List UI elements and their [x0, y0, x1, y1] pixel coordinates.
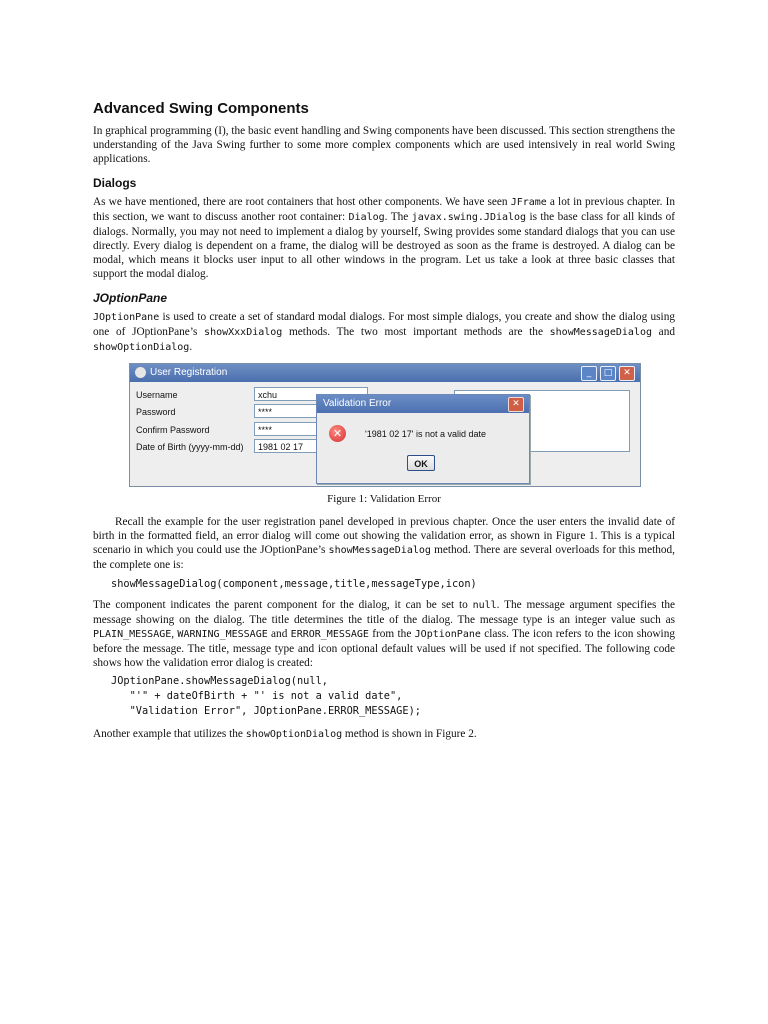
close-icon[interactable]: ✕: [619, 366, 635, 381]
dialogs-heading: Dialogs: [93, 176, 137, 190]
ok-button[interactable]: OK: [407, 455, 435, 471]
recall-paragraph: Recall the example for the user registration panel developed in previous chapter. Once the user enters the invalid date of birth in the formatted field, an error dialog will come out showing the validation error, as shown in Figure 1. This is a typical scenario in which you could use the JOptionPane’s showMessageDialog method. There are several overloads for this method, the complete one is:: [93, 516, 675, 571]
component-paragraph: The component indicates the parent component for the dialog, it can be set to null. The message argument specifies the message showing on the dialog. The title determines the title of the dialog. The message type is an integer value such as PLAIN_MESSAGE, WARNING_MESSAGE and ERROR_MESSAGE from the JOptionPane class. The icon refers to the icon showing before the message. The title, message type and icon optional default values will be used if not specified. The following code shows how the validation error dialog is created:: [93, 599, 675, 669]
another-paragraph: Another example that utilizes the showOptionDialog method is shown in Figure 2.: [93, 728, 477, 740]
username-field[interactable]: xchu: [254, 387, 368, 401]
joptionpane-heading: JOptionPane: [93, 291, 168, 305]
java-cup-icon: [135, 367, 146, 378]
figure-caption: Figure 1: Validation Error: [327, 493, 441, 505]
method-signature: showMessageDialog(component,message,title,messageType,icon): [111, 578, 477, 590]
dialog-title: Validation Error: [323, 398, 392, 409]
dialog-titlebar: [317, 395, 529, 413]
confirm-password-label: Confirm Password: [136, 425, 210, 435]
dialog-message: '1981 02 17' is not a valid date: [365, 429, 487, 439]
password-label: Password: [136, 407, 176, 417]
dialog-close-icon[interactable]: ✕: [508, 397, 524, 412]
validation-error-dialog: [316, 394, 530, 484]
dob-label: Date of Birth (yyyy-mm-dd): [136, 442, 244, 452]
window-title: User Registration: [150, 367, 228, 378]
code-block: JOptionPane.showMessageDialog(null, "'" + dateOfBirth + "' is not a valid date", "Validation Error", JOptionPane.ERROR_MESSAGE);: [111, 675, 421, 717]
document-page: [93, 100, 675, 742]
figure-screenshot: [129, 363, 641, 487]
maximize-icon[interactable]: □: [600, 366, 616, 381]
username-label: Username: [136, 390, 178, 400]
intro-paragraph: In graphical programming (I), the basic event handling and Swing components have been discussed. This section strengthens the understanding of the Java Swing further to some more complex components which are used intensively in real world Swing applications.: [93, 125, 675, 165]
user-registration-window: [129, 363, 641, 487]
window-titlebar: [130, 364, 640, 382]
password-field[interactable]: ****: [254, 404, 368, 418]
dob-field[interactable]: 1981 02 17: [254, 439, 368, 453]
confirm-password-field[interactable]: ****: [254, 422, 368, 436]
page-title: Advanced Swing Components: [93, 100, 309, 117]
minimize-icon[interactable]: _: [581, 366, 597, 381]
dialogs-paragraph: As we have mentioned, there are root containers that host other components. We have seen JFrame a lot in previous chapter. In this section, we want to discuss another root container: Dialog. The javax.swing.JDialog is the base class for all kinds of dialogs. Normally, you may not need to implement a dialog by yourself, Swing provides some standard dialogs that you can use directly. Every dialog is dependent on a frame, the dialog will be destroyed as soon as the frame is destroyed. A dialog can be modal, which means it blocks user input to all other windows in the program. Let us take a look at three basic classes that support the modal dialog.: [93, 196, 675, 280]
error-icon: ✕: [329, 425, 346, 442]
joptionpane-paragraph: JOptionPane is used to create a set of standard modal dialogs. For most simple dialogs, you create and show the dialog using one of JOptionPane’s showXxxDialog methods. The two most important methods are the showMessageDialog and showOptionDialog.: [93, 311, 675, 353]
